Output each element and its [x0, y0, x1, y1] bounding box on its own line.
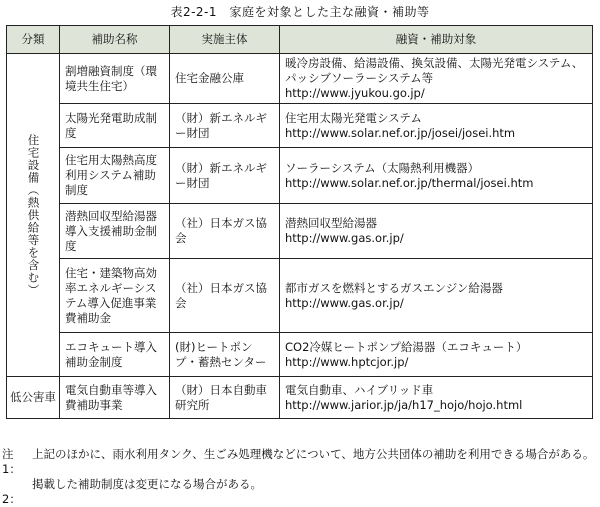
target-text: 電気自動車、ハイブリッド車 — [285, 382, 434, 397]
target-cell — [280, 54, 593, 104]
header-organization: 実施主体 — [170, 26, 280, 54]
subsidy-table — [6, 25, 593, 419]
header-row — [7, 26, 593, 54]
target-text: CO2冷媒ヒートポンプ給湯器（エコキュート） — [285, 339, 528, 354]
target-url: http://www.hptcjor.jp/ — [285, 354, 409, 369]
target-cell — [280, 377, 593, 419]
category-low-emission-cell: 低公害車 — [7, 377, 60, 419]
organization: (財)ヒートポンプ・蓄熱センター — [170, 333, 280, 377]
organization: （社）日本ガス協会 — [170, 204, 280, 259]
table-row — [7, 54, 593, 104]
header-category: 分類 — [7, 26, 60, 54]
table-row — [7, 204, 593, 259]
target-url: http://www.solar.nef.or.jp/thermal/josei.htm — [285, 175, 534, 190]
organization: （社）日本ガス協会 — [170, 259, 280, 333]
target-cell — [280, 204, 593, 259]
footnote — [2, 447, 598, 477]
organization: （財）新エネルギー財団 — [170, 104, 280, 148]
table-row — [7, 333, 593, 377]
category-housing-label: 住宅設備（熱供給等を含む） — [26, 133, 41, 297]
table-row — [7, 259, 593, 333]
target-url: http://www.gas.or.jp/ — [285, 295, 404, 310]
table-row — [7, 104, 593, 148]
target-url: http://www.solar.nef.or.jp/josei/josei.htm — [285, 125, 516, 140]
subsidy-name: 割増融資制度（環境共生住宅） — [60, 54, 170, 104]
footnote-mark: 注1： — [2, 447, 21, 476]
footnotes — [2, 447, 598, 507]
table-row — [7, 377, 593, 419]
target-url: http://www.jarior.jp/ja/h17_hojo/hojo.html — [285, 397, 523, 412]
organization: （財）日本自動車研究所 — [170, 377, 280, 419]
target-text: 住宅用太陽光発電システム — [285, 110, 422, 125]
subsidy-name: 住宅用太陽熱高度利用システム補助制度 — [60, 148, 170, 204]
category-housing-cell — [7, 54, 60, 377]
footnote-text: 掲載した補助制度は変更になる場合がある。 — [32, 477, 262, 491]
organization: （財）新エネルギー財団 — [170, 148, 280, 204]
target-cell — [280, 148, 593, 204]
target-text: 潜熱回収型給湯器 — [285, 216, 377, 230]
target-cell — [280, 259, 593, 333]
header-subsidy-name: 補助名称 — [60, 26, 170, 54]
subsidy-name: 太陽光発電助成制度 — [60, 104, 170, 148]
footnote-mark: 2： — [2, 477, 21, 506]
table-title: 表2-2-1 家庭を対象とした主な融資・補助等 — [170, 5, 430, 19]
target-text: 暖冷房設備、給湯設備、換気設備、太陽光発電システム、パッシブソーラーシステム等 — [285, 56, 584, 85]
target-url: http://www.jyukou.go.jp/ — [285, 86, 425, 100]
target-text: ソーラーシステム（太陽熱利用機器） — [285, 160, 480, 175]
subsidy-name: 電気自動車等導入費補助事業 — [60, 377, 170, 419]
footnote — [2, 477, 598, 507]
subsidy-name: 潜熱回収型給湯器導入支援補助金制度 — [60, 204, 170, 259]
subsidy-name: エコキュート導入補助金制度 — [60, 333, 170, 377]
target-text: 都市ガスを燃料とするガスエンジン給湯器 — [285, 280, 503, 295]
target-cell — [280, 333, 593, 377]
target-cell — [280, 104, 593, 148]
organization: 住宅金融公庫 — [170, 54, 280, 104]
table-row — [7, 148, 593, 204]
target-url: http://www.gas.or.jp/ — [285, 231, 404, 245]
subsidy-name: 住宅・建築物高効率エネルギーシステム導入促進事業費補助金 — [60, 259, 170, 333]
footnote-text: 上記のほかに、雨水利用タンク、生ごみ処理機などについて、地方公共団体の補助を利用できる場合がある。 — [32, 447, 595, 461]
header-target: 融資・補助対象 — [280, 26, 593, 54]
